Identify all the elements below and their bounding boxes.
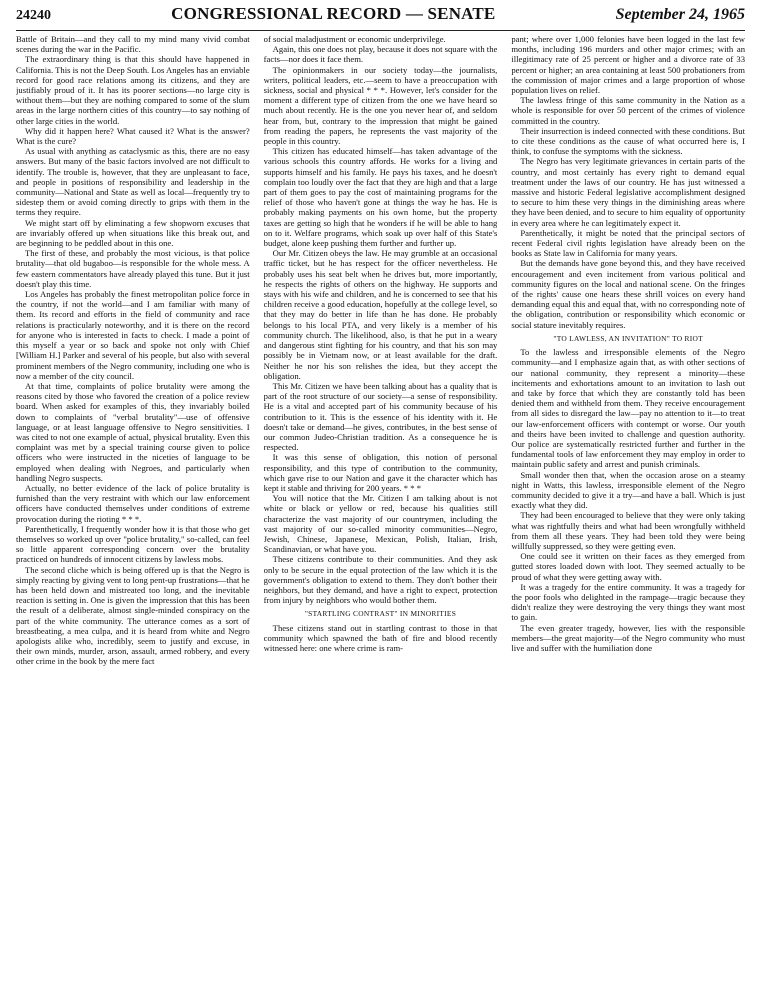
article-columns (16, 34, 745, 982)
paragraph: The even greater tragedy, however, lies with the responsible members—the great majority—of the Negro community who must live and suffer with the humiliation done (511, 622, 746, 653)
paragraph: Why did it happen here? What caused it? What is the answer? What is the cure? (16, 125, 250, 147)
page-header (16, 4, 745, 31)
paragraph: To the lawless and irresponsible elements of the Negro community—and I emphasize again that, as with other sections of our national community, they represent a minority—these incitements and exhortations amount to an invitation to lash out and take by force that which they are constantly told has been denied them and withheld from them. They receive encouragement from all sides to disregard the law—pay no attention to it—to treat our law-enforcement officers with contempt or worse. Our youth and theirs have been invited to challenge and question authority. Our police are systematically restricted further and further in the fundamental tools of law enforcement they may employ in order to maintain public safety and arrest and punish criminals. (511, 347, 746, 470)
paragraph: The second cliche which is being offered up is that the Negro is simply reacting by giving vent to long pent-up frustrations—that he has been held down and mistreated too long, and the inevitable reaction is setting in. One is given the impression that this has been the result of a deliberate, almost single-minded conspiracy on the part of the white community. The utterance comes as a sort of breastbeating, a mea culpa, and it is heard from white and Negro apologists alike who, incredibly, seem to justify and excuse, in their own minds, murder, arson, assault, armed robbery, and every other crime in the book by the mere fact (16, 564, 250, 667)
paragraph: It was this sense of obligation, this notion of personal responsibility, and this type of contribution to the community, which gave rise to our Nation and gave it the character which has kept it stable and thriving for 200 years. * * * (263, 452, 498, 493)
paragraph: The Negro has very legitimate grievances in certain parts of the country, and most certainly has every right to demand equal treatment under the laws of our country. He has just witnessed a massive and historic Federal legislative accomplishment designed to secure to him these very things in the diminishing areas where they have been denied, and to secure to him equality of opportunity in every area where he can legitimately expect it. (511, 156, 746, 228)
paragraph: Battle of Britain—and they call to my mind many vivid combat scenes during the war in the Pacific. (16, 34, 250, 55)
paragraph: This citizen has educated himself—has taken advantage of the various schools this country affords. He works for a living and supports himself and his family. He pays his taxes, and he doesn't complain too loudly over the fact that they are high and that a large part of them goes to pay the cost of maintaining programs for the relief of those who haven't gone at things the way he has. He is probably making payments on his own home, but the property taxes are getting so high that he wonders if he will be able to hang on to it. Welfare programs, which soak up over half of this State's budget, alone keep pushing them further and further up. (263, 146, 498, 249)
paragraph: Parenthetically, it might be noted that the principal sectors of recent Federal civil rights legislation have already been on the books as State law in California for many years. (511, 227, 746, 259)
paragraph: At that time, complaints of police brutality were among the reasons cited by those who favored the creation of a police review board. When asked for examples of this, they invariably boiled down to complaints of "verbal brutality"—use of offensive language, or at least language offensive to Negro sensitivities. I was cited to not one example of actual, physical brutality. Even this complaint was met by a special training course given to police officers who were instructed in the niceties of language to be employed when dealing with Negroes, and particularly when handling Negro suspects. (16, 380, 250, 483)
paragraph: The opinionmakers in our society today—the journalists, writers, political leaders, etc.—seem to have a preoccupation with sickness, social and physical * * *. However, let's consider for the moment a different type of citizen from the one we have heard so much about recently. He is the one you never hear of, and seldom hear from, but, contrary to the impression that might be gained from reading the papers, he represents the vast majority of the people in this country. (263, 64, 498, 147)
column-1 (16, 34, 250, 982)
paragraph: Small wonder then that, when the occasion arose on a steamy night in Watts, this lawless, irresponsible element of the Negro community decided to give it a try—and have a ball. Which is just exactly what they did. (511, 469, 746, 511)
paragraph: We might start off by eliminating a few shopworn excuses that are invariably offered up when situations like this break out, and are beginning to be peddled about in this one. (16, 217, 250, 249)
paragraph: Actually, no better evidence of the lack of police brutality is furnished than the very restraint with which our law enforcement officers have conducted themselves under conditions of extreme provocation during the rioting * * *. (16, 482, 250, 524)
paragraph: This Mr. Citizen we have been talking about has a quality that is part of the root structure of our society—a sense of responsibility. He is a vital and accepted part of his community because of his contribution to it. This is the essence of his identity with it. He doesn't take or demand—he gives, contributes, in the best sense of our common Judeo-Christian tradition. As a consequence he is respected. (263, 380, 498, 453)
publication-title: CONGRESSIONAL RECORD — SENATE (171, 4, 496, 23)
section-subheading: "TO LAWLESS, AN INVITATION" TO RIOT (553, 333, 703, 343)
paragraph: of social maladjustment or economic underprivilege. (263, 34, 446, 44)
paragraph: The lawless fringe of this same community in the Nation as a whole is responsible for over 50 percent of the crimes of violence committed in the country. (511, 95, 746, 126)
column-2 (264, 34, 498, 982)
paragraph: Parenthetically, I frequently wonder how it is that those who get themselves so worked up over "police brutality," so-called, can feel so little apparent corresponding concern over the brutality practiced on hundreds of innocent citizens by lawless mobs. (16, 523, 250, 565)
paragraph: They had been encouraged to believe that they were only taking what was rightfully theirs and what had been wrongfully withheld from them all these years. They had been told they were being willfully suppressed, so they were getting even. (511, 510, 746, 551)
paragraph: But the demands have gone beyond this, and they have received encouragement and even incitement from various political and community figures on the local and national scene. On the fringes of the rights' cause one hears these shrill voices on every hand demanding equal this and equal that, with no corresponding note of the obligation, contribution or responsibility which economic or social stature inevitably requires. (511, 258, 746, 330)
paragraph: The extraordinary thing is that this should have happened in California. This is not the Deep South. Los Angeles has an enviable record for good race relations among its citizens, and they are justifiably proud of it. It has its poorer sections—no large city is without them—but they are nothing compared to some of the slum areas in the large northern cities of this country—to say nothing of other large cities in the world. (16, 54, 250, 126)
page-number: 24240 (16, 8, 51, 23)
paragraph: Again, this one does not play, because it does not square with the facts—nor does it face them. (263, 44, 498, 65)
paragraph: Our Mr. Citizen obeys the law. He may grumble at an occasional traffic ticket, but he has respect for the officer nevertheless. He probably uses his seat belt when he drives but, more importantly, he respects the rights of others on the highway. He supports and stays with his wife and children, and he is concerned to see that his children receive a good education, hopefully at the college level, so that they may do better in life than he has done. He probably belongs to his local PTA, and very likely is a member of his community church. The likelihood, also, is that he put in a weary and dangerous stint fighting for his country, and that his son may possibly be in Vietnam now, or at least available for the draft. Neither he nor his son relishes the idea, but they accept the obligation. (263, 248, 498, 381)
paragraph: As usual with anything as cataclysmic as this, there are no easy answers. But many of the basic factors involved are not difficult to identify. The trouble is, however, that they are unpleasant to face, and people in positions of responsibility and leadership in the community—National and State as well as local—frequently try to sidestep them or avoid coming directly to grips with them in the terms they require. (16, 146, 250, 218)
paragraph: These citizens contribute to their communities. And they ask only to be secure in the equal protection of the law which it is the government's obligation to extend to them. They don't bother their neighbors, but they demand, and have a right to expect, protection from injury by neighbors who would bother them. (263, 554, 498, 606)
paragraph: Los Angeles has probably the finest metropolitan police force in the country, if not the world—and I am familiar with many of them. Its record and efforts in the field of community and race relations is practicularly noteworthy, and it is there on the record for anyone who is interested in facts to check. I made a point of this myself a year or so back and spoke not only with Chief [William H.] Parker and several of his people, but also with several prominent members of the Negro community, including one who is now a member of the city council. (16, 289, 250, 381)
paragraph: These citizens stand out in startling contrast to those in that community which spawned the bath of fire and blood recently witnessed here: one where crime is ram- (263, 622, 498, 653)
paragraph: pant; where over 1,000 felonies have been logged in the last few months, including 196 murders and other major crimes; with an illegitimacy rate of 25 percent or higher and a divorce rate of 33 percent or higher; an area containing at least 500 probationers from the commission of major crimes and a large proportion of whose population lives on relief. (511, 34, 746, 96)
section-subheading: "STARTLING CONTRAST" IN MINORITIES (304, 609, 457, 619)
column-3 (511, 34, 745, 982)
paragraph: You will notice that the Mr. Citizen I am talking about is not white or black or yellow or red, because his qualities still characterize the vast majority of our countrymen, including the vast majority of our so-called minority communities—Negro, Jewish, Chinese, Japanese, Mexican, Polish, Italian, Irish, Scandinavian, or what have you. (263, 493, 498, 555)
paragraph: Their insurrection is indeed connected with these conditions. But to cite these conditions as the cause of what occurred here is, I think, to confuse the symptoms with the sickness. (511, 125, 746, 157)
issue-date: September 24, 1965 (615, 6, 745, 23)
paragraph: One could see it written on their faces as they emerged from gutted stores loaded down with loot. They seemed actually to be proud of what they were getting away with. (511, 551, 746, 582)
paragraph: The first of these, and probably the most vicious, is that police brutality—that old bugaboo—is responsible for the whole mess. A few eastern commentators have already played this tune. But it just doesn't play this time. (16, 248, 250, 289)
paragraph: It was a tragedy for the entire community. It was a tragedy for the poor fools who delighted in the rampage—tragic because they didn't realize they were destroying the very things they want most to gain. (511, 581, 746, 623)
